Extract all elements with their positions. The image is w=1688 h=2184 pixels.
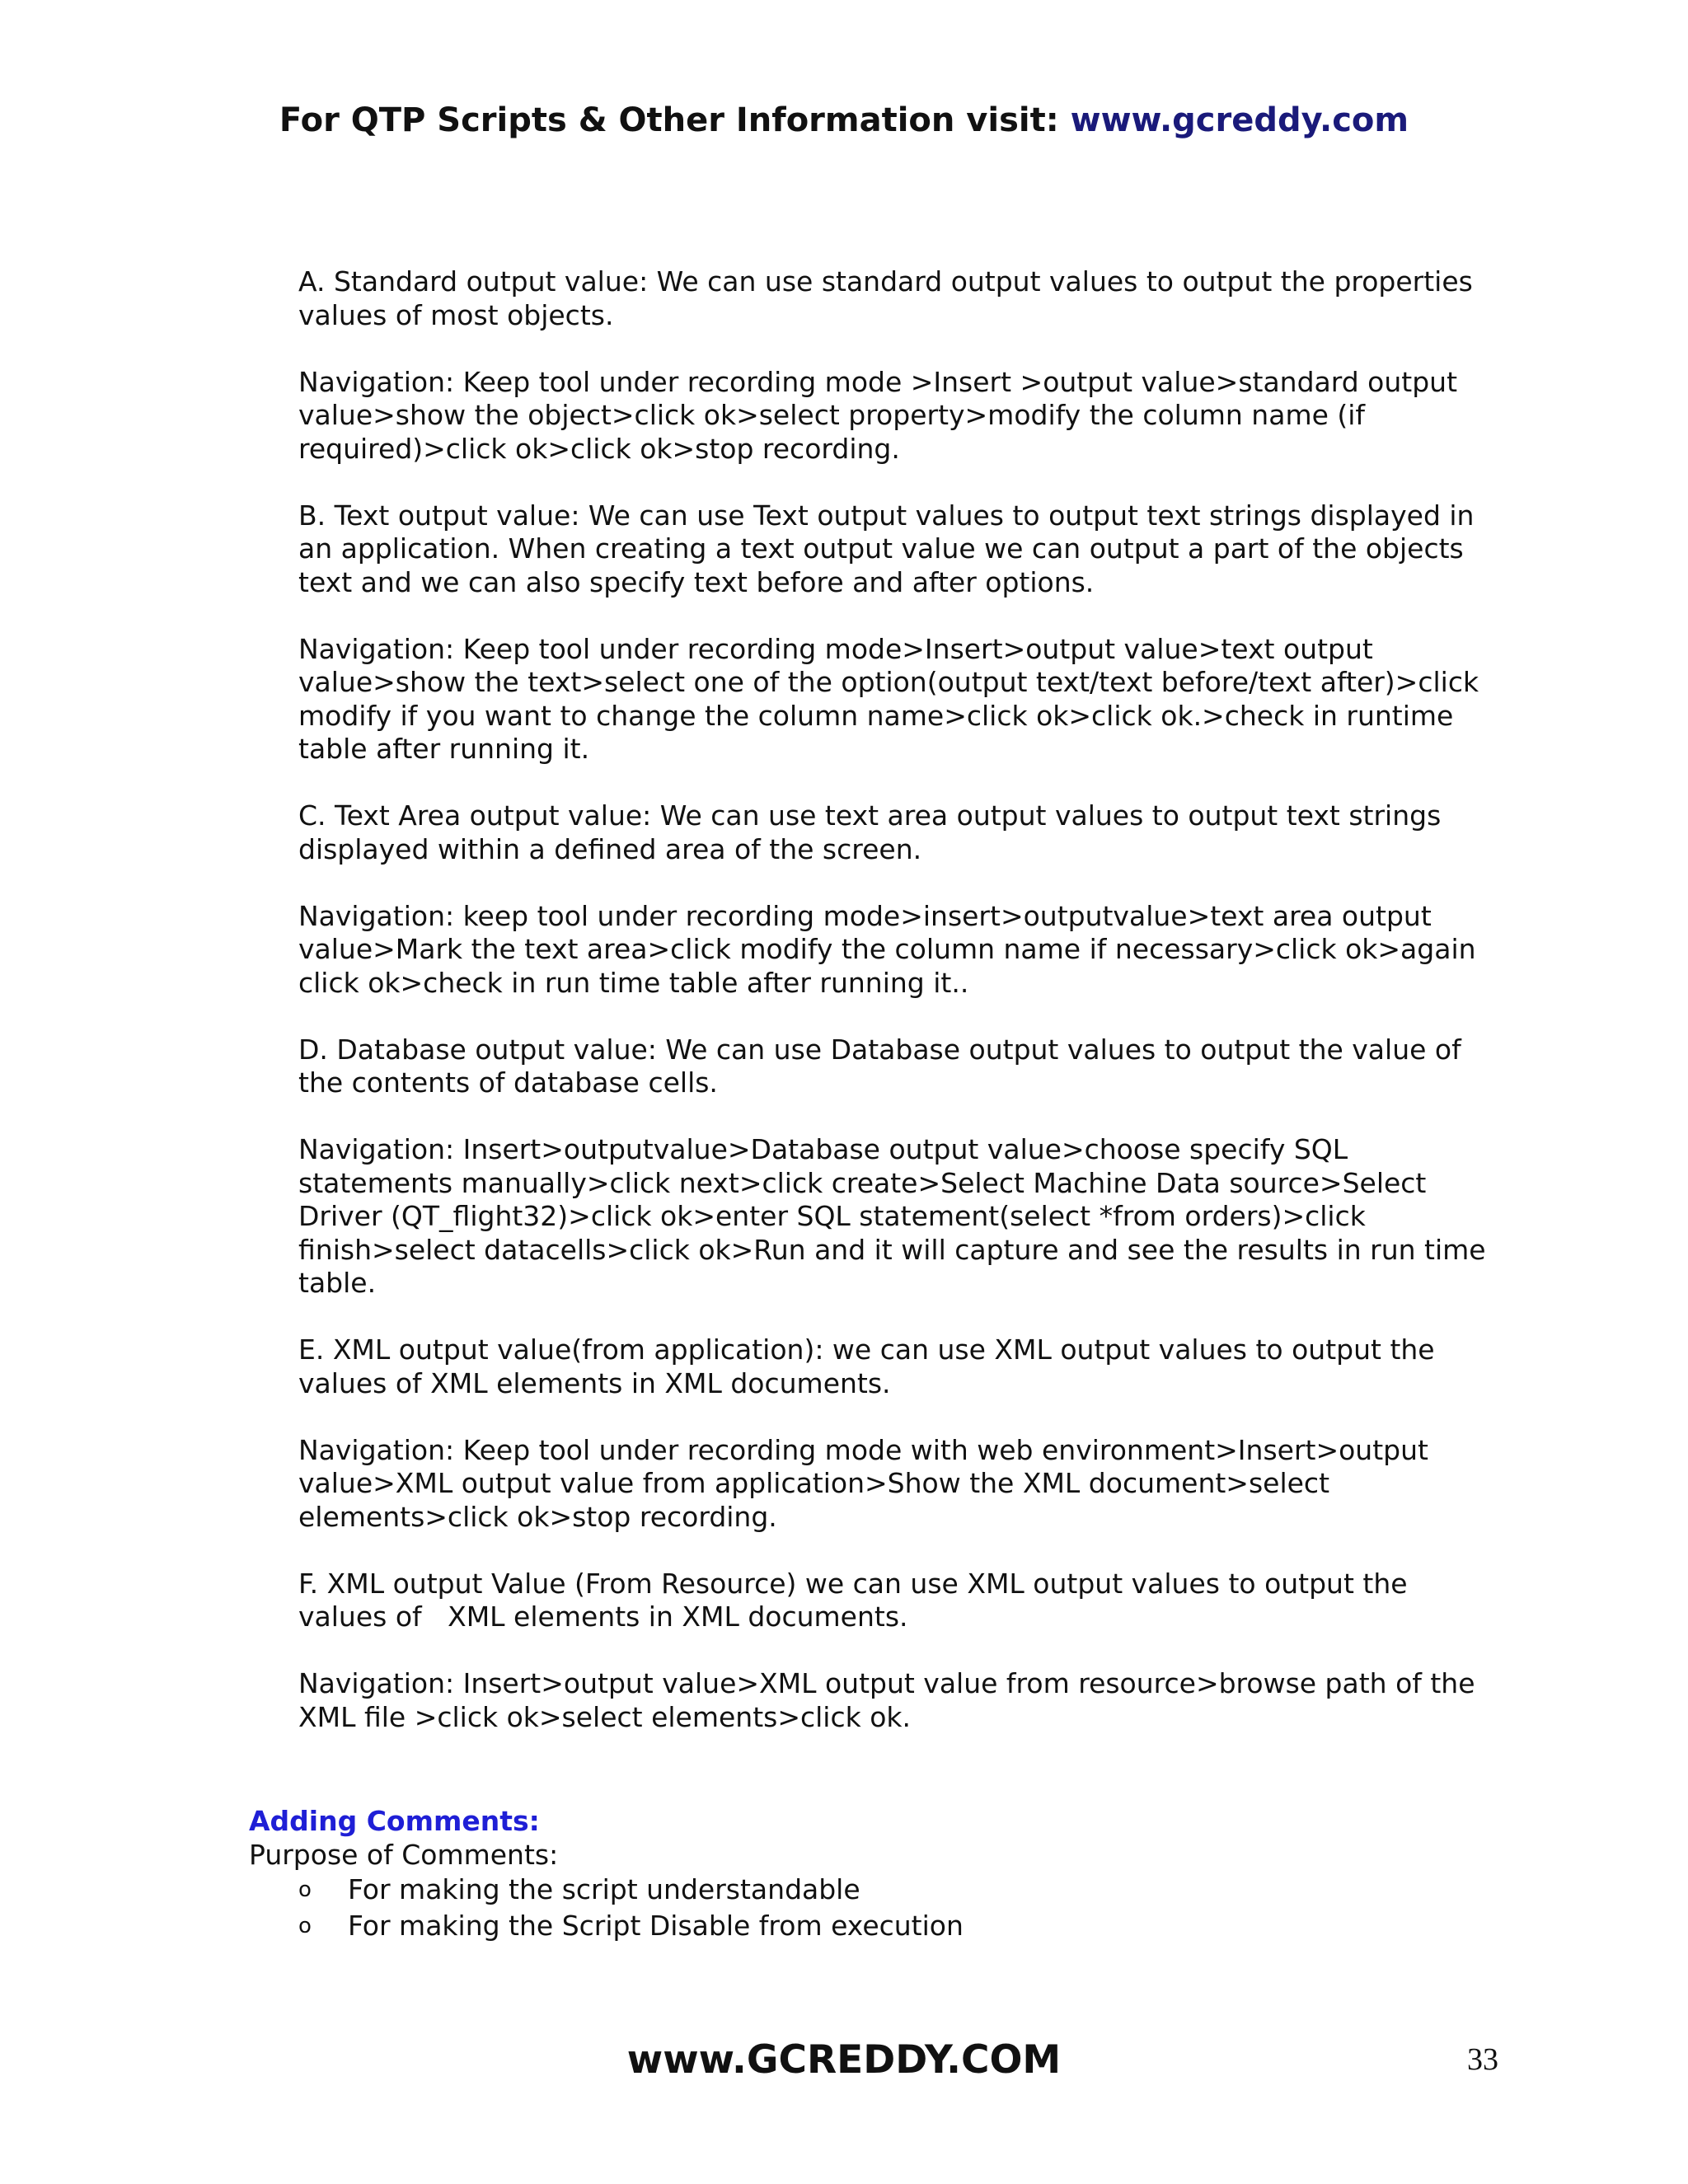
paragraph-text-area-navigation: Navigation: keep tool under recording mode>insert>outputvalue>text area output value>Mark the text area>click modify the column name if necessary>click ok>again click ok>check in run time table after running it.. [298, 899, 1476, 999]
list-item-text: For making the Script Disable from execution [348, 1910, 964, 1942]
paragraph-text-output: B. Text output value: We can use Text output values to output text strings displayed in an application. When creating a text output value we can output a part of the objects text and we can also specify text before and after options. [298, 499, 1475, 598]
list-item [249, 1908, 1485, 1944]
page-footer [0, 2036, 1688, 2085]
header-site-link[interactable]: www.gcreddy.com [1070, 101, 1409, 139]
list-item-text: For making the script understandable [348, 1873, 860, 1905]
paragraph-xml-application-output: E. XML output value(from application): we can use XML output values to output the values of XML elements in XML documents. [298, 1333, 1435, 1399]
comments-list [249, 1872, 1485, 1944]
paragraph-database-output: D. Database output value: We can use Database output values to output the value of the contents of database cells. [298, 1033, 1461, 1099]
paragraph-database-navigation: Navigation: Insert>outputvalue>Database output value>choose specify SQL statements manually>click next>click create>Select Machine Data source>Select Driver (QT_flight32)>click ok>enter SQL statement(select *from orders)>click finish>select datacells>click ok>Run and it will capture and see the results in run time table. [298, 1133, 1486, 1299]
bullet-icon: o [298, 1914, 312, 1938]
section-subheading: Purpose of Comments: [249, 1838, 559, 1871]
header-prefix: For QTP Scripts & Other Information visit: [279, 101, 1071, 139]
section-heading: Adding Comments: [249, 1805, 540, 1837]
list-item [249, 1872, 1485, 1908]
main-content [298, 265, 1526, 1768]
paragraph-standard-navigation: Navigation: Keep tool under recording mode >Insert >output value>standard output value>show the object>click ok>select property>modify the column name (if required)>click ok>click ok>stop recording. [298, 365, 1458, 465]
paragraph-xml-application-navigation: Navigation: Keep tool under recording mode with web environment>Insert>output value>XML output value from application>Show the XML document>select elements>click ok>stop recording. [298, 1433, 1428, 1533]
paragraph-text-navigation: Navigation: Keep tool under recording mode>Insert>output value>text output value>show the text>select one of the option(output text/text before/text after)>click modify if you want to change the column name>click ok>click ok.>check in runtime table after running it. [298, 632, 1479, 765]
bullet-icon: o [298, 1877, 312, 1902]
footer-site-link[interactable]: www.GCREDDY.COM [626, 2037, 1062, 2083]
paragraph-text-area-output: C. Text Area output value: We can use text area output values to output text strings displayed within a defined area of the screen. [298, 799, 1442, 865]
page-number: 33 [1467, 2042, 1498, 2077]
comments-section [249, 1805, 1485, 1944]
paragraph-xml-resource-navigation: Navigation: Insert>output value>XML output value from resource>browse path of the XML file >click ok>select elements>click ok. [298, 1667, 1475, 1733]
page-header [0, 97, 1688, 143]
paragraph-xml-resource-output: F. XML output Value (From Resource) we can use XML output values to output the values of XML elements in XML documents. [298, 1567, 1408, 1633]
paragraph-standard-output: A. Standard output value: We can use standard output values to output the properties values of most objects. [298, 265, 1473, 331]
